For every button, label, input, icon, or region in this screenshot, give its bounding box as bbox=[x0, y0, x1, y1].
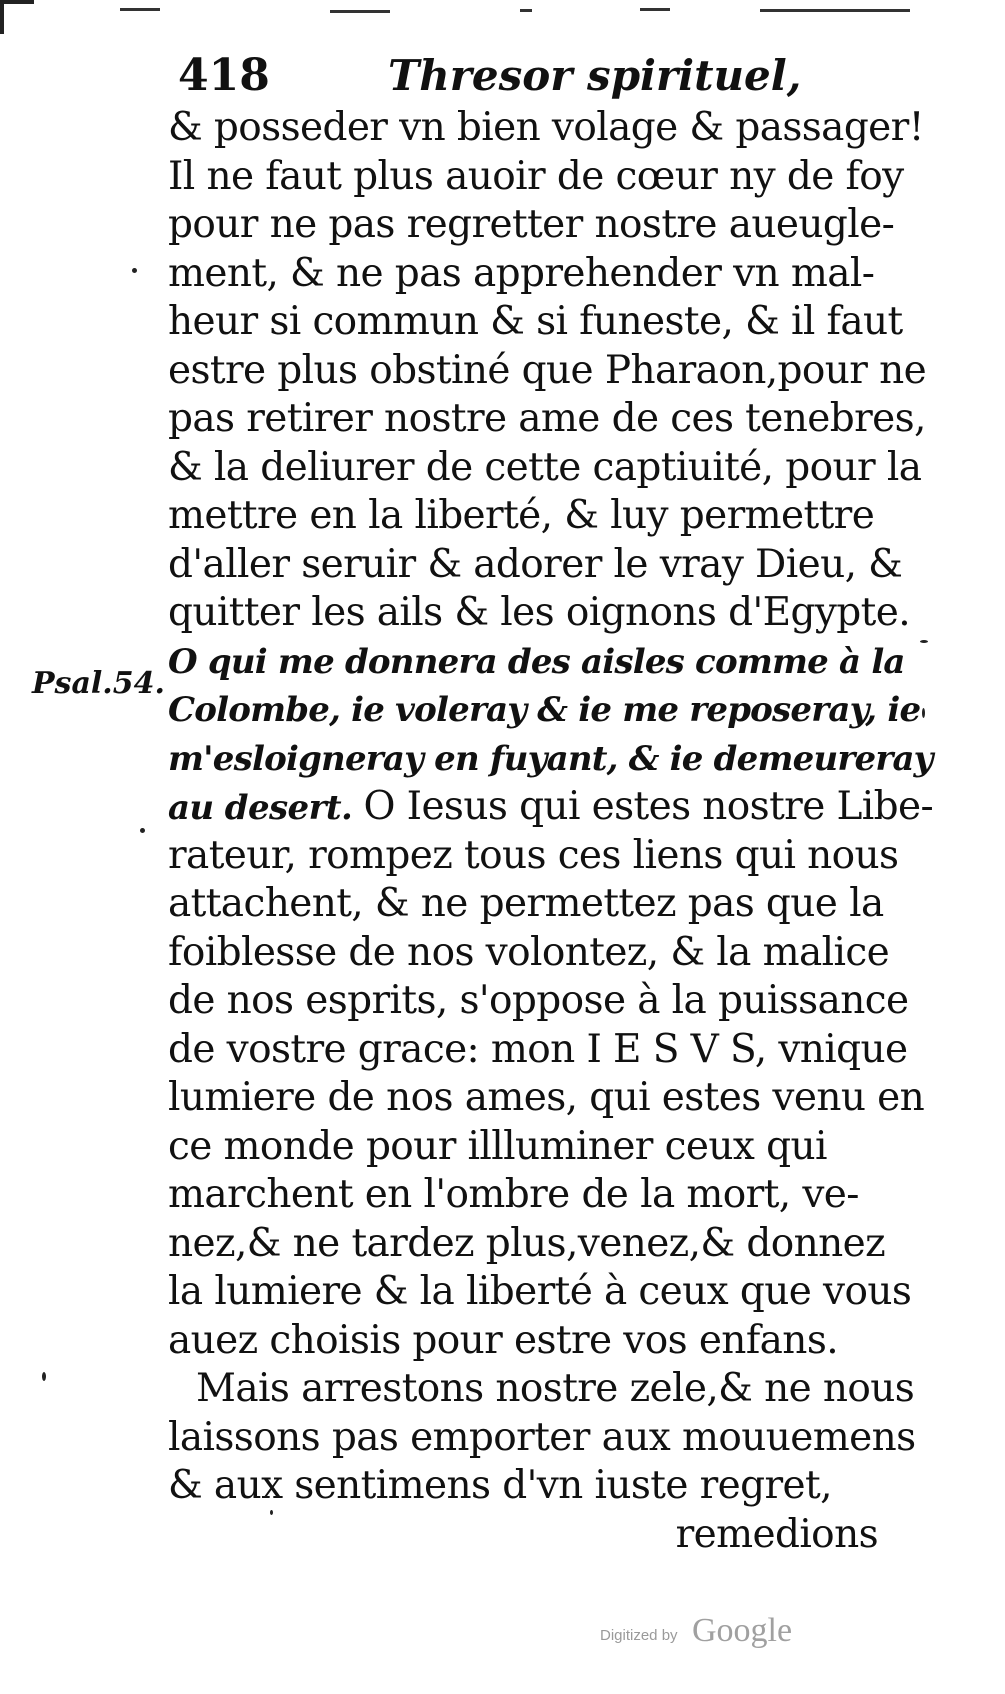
text-line: & posseder vn bien volage & passager! bbox=[168, 105, 924, 150]
text-line: & la deliurer de cette captiuité, pour la bbox=[168, 444, 922, 490]
stray-mark bbox=[132, 268, 137, 273]
scan-corner-mark bbox=[0, 0, 34, 34]
stray-mark bbox=[42, 1372, 46, 1381]
text-line: nez,& ne tardez plus,venez,& donnez bbox=[168, 1220, 886, 1266]
psalm-quote-end: au desert. bbox=[168, 788, 364, 828]
scan-speck bbox=[760, 9, 910, 12]
margin-citation: Psal.54. bbox=[32, 666, 165, 701]
text-line: foiblesse de nos volontez, & la malice bbox=[168, 929, 890, 975]
text-segment: O Iesus qui estes nostre Libe- bbox=[363, 784, 934, 829]
text-line: lumiere de nos ames, qui estes venu en bbox=[168, 1075, 925, 1120]
text-line: la lumiere & la liberté à ceux que vous bbox=[168, 1269, 912, 1314]
text-line: attachent, & ne permettez pas que la bbox=[168, 881, 884, 926]
psalm-quote-line: m'esloigneray en fuyant, & ie demeureray bbox=[168, 738, 933, 779]
page-number: 418 bbox=[178, 50, 270, 101]
scan-speck bbox=[120, 8, 160, 11]
stray-mark bbox=[920, 640, 928, 643]
text-line: quitter les ails & les oignons d'Egypte. bbox=[168, 590, 910, 635]
running-head bbox=[178, 46, 878, 106]
text-line: de vostre grace: mon I E S V S, vnique bbox=[168, 1026, 908, 1072]
text-line bbox=[168, 783, 934, 832]
watermark-prefix: Digitized by bbox=[600, 1627, 678, 1644]
digitized-watermark bbox=[600, 1612, 820, 1652]
text-line: pour ne pas regretter nostre aueugle- bbox=[168, 202, 895, 247]
text-line: estre plus obstiné que Pharaon,pour ne bbox=[168, 347, 927, 393]
text-line: rateur, rompez tous ces liens qui nous bbox=[168, 832, 899, 878]
text-line: d'aller seruir & adorer le vray Dieu, & bbox=[168, 541, 903, 587]
stray-mark bbox=[140, 828, 145, 833]
google-logo: Google bbox=[692, 1612, 793, 1649]
text-line: marchent en l'ombre de la mort, ve- bbox=[168, 1172, 859, 1217]
text-line: auez choisis pour estre vos enfans. bbox=[168, 1317, 839, 1363]
scan-speck bbox=[330, 10, 390, 13]
paragraph-start-line: Mais arrestons nostre zele,& ne nous bbox=[196, 1366, 915, 1411]
text-line: ment, & ne pas apprehender vn mal- bbox=[168, 250, 875, 296]
scan-speck bbox=[520, 9, 532, 12]
running-title: Thresor spirituel, bbox=[388, 51, 802, 100]
scan-speck bbox=[640, 8, 670, 11]
text-line: ce monde pour illluminer ceux qui bbox=[168, 1123, 827, 1169]
catchword: remedions bbox=[675, 1511, 878, 1557]
psalm-quote-line: Colombe, ie voleray & ie me reposeray, ie bbox=[168, 690, 921, 730]
text-line: pas retirer nostre ame de ces tenebres, bbox=[168, 396, 926, 441]
psalm-quote-line: O qui me donnera des aisles comme à la bbox=[168, 641, 905, 682]
text-line: mettre en la liberté, & luy permettre bbox=[168, 493, 875, 538]
body-text bbox=[168, 104, 934, 1559]
scan-edge bbox=[0, 0, 1005, 26]
text-line: Il ne faut plus auoir de cœur ny de foy bbox=[168, 153, 904, 199]
text-line: de nos esprits, s'oppose à la puissance bbox=[168, 978, 909, 1023]
stray-mark bbox=[922, 708, 925, 718]
text-line: & aux sentimens d'vn iuste regret, bbox=[168, 1463, 832, 1508]
text-line: heur si commun & si funeste, & il faut bbox=[168, 299, 903, 344]
text-line: laissons pas emporter aux mouuemens bbox=[168, 1414, 916, 1460]
